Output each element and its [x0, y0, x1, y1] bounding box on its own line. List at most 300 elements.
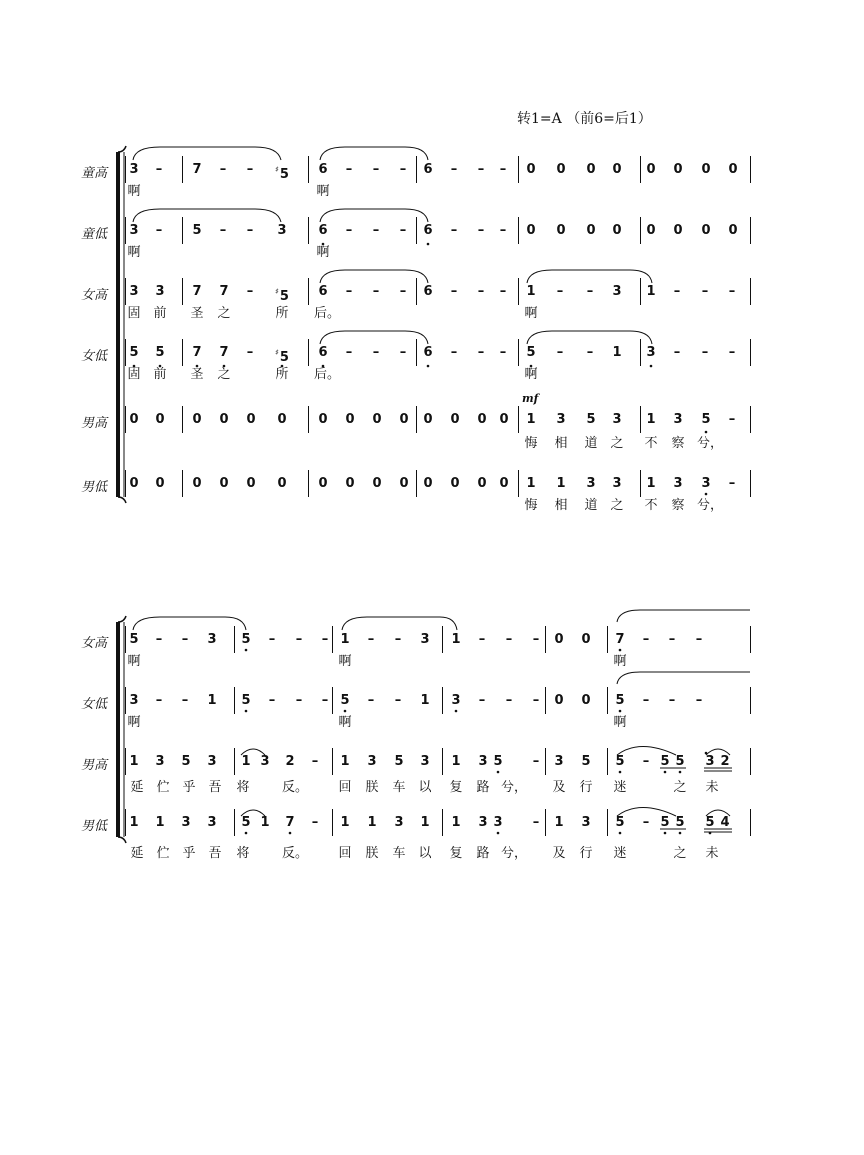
lyric-syllable: 道 — [584, 436, 598, 451]
lyric-syllable: 以 — [418, 846, 432, 861]
barline — [308, 406, 309, 433]
dash-symbol: – — [394, 693, 402, 708]
dash-symbol: – — [673, 345, 681, 360]
note: 0 — [646, 162, 656, 177]
note: 0 — [219, 476, 229, 491]
dynamic-marking: mf — [522, 392, 539, 405]
lyric-syllable: 行 — [579, 846, 593, 861]
barline — [332, 809, 333, 836]
lyric-syllable: 延 — [130, 846, 144, 861]
note: 3 — [646, 345, 656, 360]
dash-symbol: – — [345, 223, 353, 238]
note: 5 — [586, 412, 596, 427]
barline — [416, 217, 417, 244]
note: 2 — [285, 754, 295, 769]
note: 7 — [615, 632, 625, 647]
note: 5 — [241, 632, 251, 647]
note: 0 — [477, 476, 487, 491]
barline — [750, 156, 751, 183]
lyric-syllable: 乎 — [182, 846, 196, 861]
note: 3 — [129, 284, 139, 299]
note: 5 — [660, 815, 670, 830]
note: 0 — [129, 412, 139, 427]
barline — [750, 217, 751, 244]
note: 6 — [318, 345, 328, 360]
dash-symbol: – — [372, 345, 380, 360]
dash-symbol: – — [532, 632, 540, 647]
slurs-system-1 — [133, 147, 652, 344]
barline — [750, 406, 751, 433]
dash-symbol: – — [728, 476, 736, 491]
dash-symbol: – — [219, 223, 227, 238]
barline — [607, 809, 608, 836]
barline — [332, 626, 333, 653]
dash-symbol: – — [532, 754, 540, 769]
dash-symbol: – — [246, 284, 254, 299]
lyric-syllable: 前 — [153, 306, 167, 321]
barline — [750, 626, 751, 653]
lyric-syllable: 车 — [392, 780, 406, 795]
dash-symbol: – — [155, 632, 163, 647]
lyric-syllable: 啊 — [316, 245, 330, 260]
note: 1 — [155, 815, 165, 830]
barline — [308, 278, 309, 305]
note: 1 — [129, 754, 139, 769]
note: 6 — [423, 162, 433, 177]
dash-symbol: – — [586, 345, 594, 360]
note: 3 — [420, 632, 430, 647]
barline — [640, 156, 641, 183]
note: 0 — [155, 412, 165, 427]
note: 1 — [526, 284, 536, 299]
note: 0 — [612, 223, 622, 238]
dash-symbol: – — [450, 162, 458, 177]
note: 3 — [394, 815, 404, 830]
dash-symbol: – — [345, 345, 353, 360]
note: 0 — [728, 162, 738, 177]
lyric-syllable: 悔 — [524, 436, 538, 451]
lyric-syllable: 啊 — [316, 184, 330, 199]
note: 3 — [554, 754, 564, 769]
note: ♯5 — [275, 287, 289, 304]
dash-symbol: – — [477, 284, 485, 299]
note: 0 — [423, 476, 433, 491]
lyric-syllable: 察 — [671, 498, 685, 513]
note: 5 — [129, 632, 139, 647]
note: 1 — [340, 754, 350, 769]
barline — [750, 687, 751, 714]
barline — [607, 687, 608, 714]
lyric-syllable: 朕 — [365, 780, 379, 795]
barline — [518, 470, 519, 497]
barline — [182, 406, 183, 433]
dash-symbol: – — [394, 632, 402, 647]
note: 5 — [615, 754, 625, 769]
voice-label: 童低 — [80, 227, 107, 242]
note: 0 — [318, 412, 328, 427]
note: 0 — [192, 412, 202, 427]
barline — [308, 470, 309, 497]
lyric-syllable: 不 — [644, 436, 658, 451]
note: 0 — [499, 412, 509, 427]
note: 5 — [701, 412, 711, 427]
dash-symbol: – — [181, 693, 189, 708]
dash-symbol: – — [311, 815, 319, 830]
lyric-syllable: 路 — [476, 846, 490, 861]
note: 0 — [129, 476, 139, 491]
note: 0 — [554, 693, 564, 708]
barline — [442, 687, 443, 714]
lyric-syllable: 迷 — [613, 780, 627, 795]
note: 0 — [399, 412, 409, 427]
lyric-syllable: 相 — [554, 498, 568, 513]
lyric-syllable: 及 — [552, 846, 566, 861]
note: 3 — [129, 223, 139, 238]
dash-symbol: – — [532, 693, 540, 708]
note: ♯5 — [275, 348, 289, 365]
dash-symbol: – — [155, 223, 163, 238]
barline — [234, 687, 235, 714]
lyric-syllable: 复 — [449, 780, 463, 795]
note: 3 — [277, 223, 287, 238]
lyric-syllable: 将 — [236, 780, 250, 795]
note: 3 — [612, 412, 622, 427]
dash-symbol: – — [642, 815, 650, 830]
barline — [308, 217, 309, 244]
barline — [182, 217, 183, 244]
note: 0 — [372, 412, 382, 427]
note: 0 — [345, 412, 355, 427]
note: 3 — [129, 162, 139, 177]
note: 2 — [720, 754, 730, 769]
note: 3 — [612, 284, 622, 299]
dash-symbol: – — [295, 693, 303, 708]
dash-symbol: – — [701, 345, 709, 360]
note: 5 — [615, 815, 625, 830]
note: 1 — [612, 345, 622, 360]
lyric-syllable: 啊 — [127, 715, 141, 730]
barline — [750, 748, 751, 775]
note: 7 — [192, 284, 202, 299]
note: 1 — [451, 632, 461, 647]
note: 1 — [526, 412, 536, 427]
lyric-syllable: 吾 — [208, 846, 222, 861]
lyric-syllable: 啊 — [524, 367, 538, 382]
note: 1 — [646, 476, 656, 491]
dash-symbol: – — [505, 632, 513, 647]
note: 1 — [526, 476, 536, 491]
barline — [125, 626, 126, 653]
barline — [640, 406, 641, 433]
note: 0 — [477, 412, 487, 427]
lyric-syllable: 反。 — [282, 780, 309, 795]
barline — [442, 748, 443, 775]
note: 1 — [646, 412, 656, 427]
note: 0 — [556, 162, 566, 177]
note: 0 — [450, 412, 460, 427]
dash-symbol: – — [345, 284, 353, 299]
lyric-syllable: 啊 — [338, 715, 352, 730]
lyric-syllable: 所 — [275, 367, 289, 382]
note: 5 — [493, 754, 503, 769]
note: 5 — [340, 693, 350, 708]
note: 5 — [241, 693, 251, 708]
note: 5 — [615, 693, 625, 708]
note: 3 — [478, 815, 488, 830]
barline — [125, 470, 126, 497]
lyric-syllable: 延 — [130, 780, 144, 795]
barline — [182, 278, 183, 305]
barline — [607, 626, 608, 653]
note: 6 — [318, 284, 328, 299]
barline — [640, 278, 641, 305]
barline — [125, 809, 126, 836]
dash-symbol: – — [372, 223, 380, 238]
note: 5 — [394, 754, 404, 769]
lyric-syllable: 之 — [217, 306, 231, 321]
barline — [750, 339, 751, 366]
dash-symbol: – — [499, 345, 507, 360]
voice-label: 女低 — [80, 349, 107, 364]
note: 0 — [526, 162, 536, 177]
note: 1 — [340, 632, 350, 647]
voice-label: 女高 — [80, 288, 107, 303]
barline — [125, 687, 126, 714]
note: 0 — [554, 632, 564, 647]
note: 3 — [673, 476, 683, 491]
barline — [545, 748, 546, 775]
note: 5 — [241, 815, 251, 830]
note: 1 — [241, 754, 251, 769]
lyric-syllable: 悔 — [524, 498, 538, 513]
note: 0 — [499, 476, 509, 491]
note: 6 — [423, 284, 433, 299]
lyric-syllable: 以 — [418, 780, 432, 795]
note: 0 — [556, 223, 566, 238]
lyric-syllable: 察 — [671, 436, 685, 451]
voice-label: 男低 — [80, 480, 107, 495]
note: 0 — [581, 693, 591, 708]
lyric-syllable: 固 — [127, 367, 141, 382]
dash-symbol: – — [367, 693, 375, 708]
note: ♯5 — [275, 165, 289, 182]
barline — [442, 626, 443, 653]
note: 0 — [728, 223, 738, 238]
note: 6 — [423, 223, 433, 238]
lyric-syllable: 所 — [275, 306, 289, 321]
dash-symbol: – — [450, 223, 458, 238]
dash-symbol: – — [321, 632, 329, 647]
note: 7 — [285, 815, 295, 830]
dash-symbol: – — [155, 162, 163, 177]
lyric-syllable: 啊 — [127, 245, 141, 260]
note: 7 — [219, 345, 229, 360]
lyric-syllable: 之 — [217, 367, 231, 382]
note: 1 — [340, 815, 350, 830]
note: 6 — [318, 223, 328, 238]
lyric-syllable: 道 — [584, 498, 598, 513]
barline — [332, 687, 333, 714]
lyric-syllable: 迷 — [613, 846, 627, 861]
note: 0 — [673, 223, 683, 238]
barline — [125, 339, 126, 366]
barline — [125, 278, 126, 305]
lyric-syllable: 相 — [554, 436, 568, 451]
lyric-syllable: 啊 — [338, 654, 352, 669]
dash-symbol: – — [695, 693, 703, 708]
voice-label: 女高 — [80, 636, 107, 651]
note: 3 — [420, 754, 430, 769]
note: 3 — [701, 476, 711, 491]
dash-symbol: – — [642, 693, 650, 708]
dash-symbol: – — [477, 223, 485, 238]
note: 1 — [129, 815, 139, 830]
barline — [182, 339, 183, 366]
barline — [125, 156, 126, 183]
dash-symbol: – — [399, 223, 407, 238]
note: 5 — [581, 754, 591, 769]
dash-symbol: – — [499, 162, 507, 177]
lyric-syllable: 兮， — [697, 436, 724, 451]
note: 1 — [367, 815, 377, 830]
note: 0 — [673, 162, 683, 177]
dash-symbol: – — [246, 162, 254, 177]
dash-symbol: – — [450, 345, 458, 360]
dash-symbol: – — [642, 632, 650, 647]
voice-label: 童高 — [80, 166, 107, 181]
lyric-syllable: 啊 — [524, 306, 538, 321]
note: 5 — [705, 815, 715, 830]
note: 1 — [420, 815, 430, 830]
lyric-syllable: 兮， — [697, 498, 724, 513]
lyric-syllable: 啊 — [127, 184, 141, 199]
barline — [518, 339, 519, 366]
lyric-syllable: 复 — [449, 846, 463, 861]
barline — [750, 470, 751, 497]
lyric-syllable: 乎 — [182, 780, 196, 795]
dash-symbol: – — [181, 632, 189, 647]
barline — [518, 156, 519, 183]
dash-symbol: – — [695, 632, 703, 647]
dash-symbol: – — [345, 162, 353, 177]
lyric-syllable: 吾 — [208, 780, 222, 795]
lyric-syllable: 不 — [644, 498, 658, 513]
dash-symbol: – — [673, 284, 681, 299]
lyric-syllable: 行 — [579, 780, 593, 795]
note: 0 — [581, 632, 591, 647]
note: 3 — [155, 754, 165, 769]
barline — [234, 626, 235, 653]
note: 0 — [277, 412, 287, 427]
note: 0 — [246, 476, 256, 491]
voice-label: 男低 — [80, 819, 107, 834]
barline — [416, 406, 417, 433]
barline — [308, 156, 309, 183]
barline — [640, 470, 641, 497]
note: 3 — [705, 754, 715, 769]
note: 0 — [192, 476, 202, 491]
dash-symbol: – — [668, 632, 676, 647]
barline — [416, 339, 417, 366]
lyric-syllable: 之 — [673, 780, 687, 795]
dash-symbol: – — [477, 162, 485, 177]
note: 1 — [451, 815, 461, 830]
dash-symbol: – — [477, 345, 485, 360]
voice-label: 女低 — [80, 697, 107, 712]
dash-symbol: – — [399, 345, 407, 360]
lyric-syllable: 车 — [392, 846, 406, 861]
dash-symbol: – — [450, 284, 458, 299]
note: 7 — [219, 284, 229, 299]
dash-symbol: – — [505, 693, 513, 708]
note: 4 — [720, 815, 730, 830]
note: 1 — [260, 815, 270, 830]
dash-symbol: – — [478, 693, 486, 708]
note: 3 — [581, 815, 591, 830]
barline — [125, 748, 126, 775]
barline — [607, 748, 608, 775]
note: 5 — [526, 345, 536, 360]
lyric-syllable: 之 — [610, 498, 624, 513]
note: 0 — [423, 412, 433, 427]
barline — [545, 687, 546, 714]
barline — [518, 217, 519, 244]
barline — [518, 278, 519, 305]
note: 3 — [451, 693, 461, 708]
lyric-syllable: 反。 — [282, 846, 309, 861]
note: 6 — [423, 345, 433, 360]
note: 3 — [207, 754, 217, 769]
note: 0 — [586, 162, 596, 177]
barline — [308, 339, 309, 366]
dash-symbol: – — [219, 162, 227, 177]
note: 0 — [701, 223, 711, 238]
dash-symbol: – — [372, 284, 380, 299]
dash-symbol: – — [268, 632, 276, 647]
note: 3 — [181, 815, 191, 830]
dash-symbol: – — [399, 162, 407, 177]
dash-symbol: – — [311, 754, 319, 769]
dash-symbol: – — [321, 693, 329, 708]
dash-symbol: – — [728, 284, 736, 299]
barline — [416, 156, 417, 183]
barline — [545, 626, 546, 653]
note: 0 — [219, 412, 229, 427]
barline — [750, 809, 751, 836]
dash-symbol: – — [728, 345, 736, 360]
note: 3 — [260, 754, 270, 769]
lyric-syllable: 啊 — [127, 654, 141, 669]
dash-symbol: – — [155, 693, 163, 708]
dash-symbol: – — [268, 693, 276, 708]
lyric-syllable: 兮， — [501, 846, 528, 861]
note: 0 — [318, 476, 328, 491]
dash-symbol: – — [367, 632, 375, 647]
dash-symbol: – — [668, 693, 676, 708]
note: 5 — [155, 345, 165, 360]
note: 5 — [181, 754, 191, 769]
barline — [640, 339, 641, 366]
note: 3 — [478, 754, 488, 769]
note: 6 — [318, 162, 328, 177]
lyric-syllable: 兮， — [501, 780, 528, 795]
barline — [234, 809, 235, 836]
barline — [182, 156, 183, 183]
lyric-syllable: 啊 — [613, 654, 627, 669]
note: 3 — [586, 476, 596, 491]
lyric-syllable: 之 — [610, 436, 624, 451]
note: 0 — [277, 476, 287, 491]
